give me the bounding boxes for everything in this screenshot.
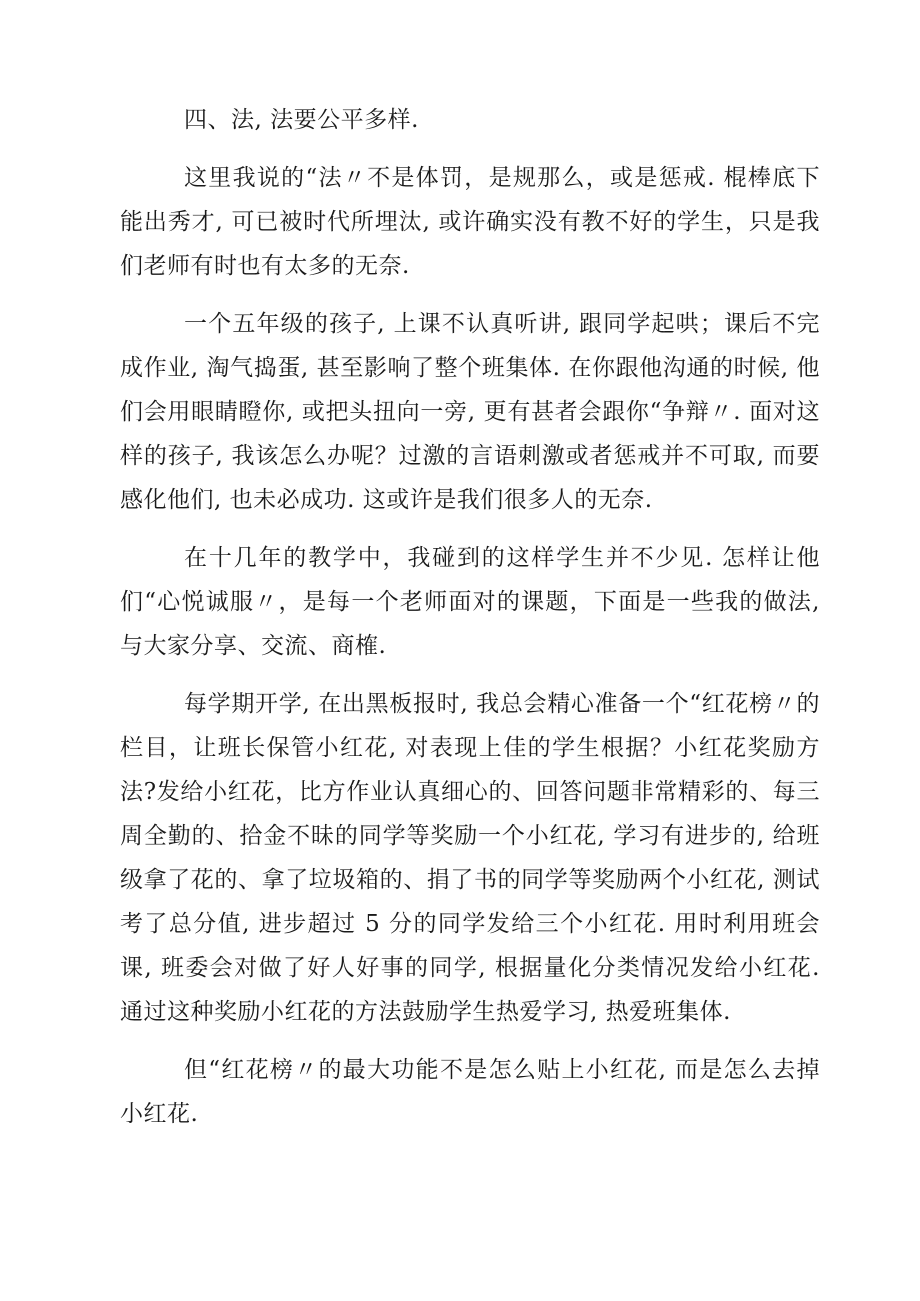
paragraph-5: 但“红花榜〃的最大功能不是怎么贴上小红花, 而是怎么去掉小红花. xyxy=(120,1057,820,1127)
paragraph-4: 每学期开学, 在出黑板报时, 我总会精心准备一个“红花榜〃的栏目，让班长保管小红花, 对表现上佳的学生根据？小红花奖励方法?发给小红花，比方作业认真细心的、回答问题非常精彩的、每三周全勤的、拾金不昧的同学等奖励一个小红花, 学习有进步的, 给班级拿了花的、拿了垃圾箱的、捐了书的同学等奖励两个小红花, 测试考了总分值, 进步超过 5 分的同学发给三个小红花. 用时利用班会课, 班委会对做了好人好事的同学, 根据量化分类情况发给小红花. 通过这种奖励小红花的方法鼓励学生热爱学习, 热爱班集体. xyxy=(120,691,820,1025)
paragraph-2: 一个五年级的孩子, 上课不认真听讲, 跟同学起哄；课后不完成作业, 淘气捣蛋, 甚至影响了整个班集体. 在你跟他沟通的时候, 他们会用眼睛瞪你, 或把头扭向一旁, 更有甚者会跟你“争辩〃. 面对这样的孩子, 我该怎么办呢？过激的言语刺激或者惩戒并不可取, 而要感化他们, 也未必成功. 这或许是我们很多人的无奈. xyxy=(120,311,820,513)
paragraph-3: 在十几年的教学中，我碰到的这样学生并不少见. 怎样让他们“心悦诚服〃，是每一个老师面对的课题，下面是一些我的做法, 与大家分享、交流、商榷. xyxy=(120,545,820,659)
section-heading: 四、法, 法要公平多样. xyxy=(184,107,419,133)
document-body xyxy=(120,98,820,1150)
paragraph-1: 这里我说的“法〃不是体罚，是规那么，或是惩戒. 棍棒底下能出秀才, 可已被时代所埋汰, 或许确实没有教不好的学生，只是我们老师有时也有太多的无奈. xyxy=(120,165,820,279)
